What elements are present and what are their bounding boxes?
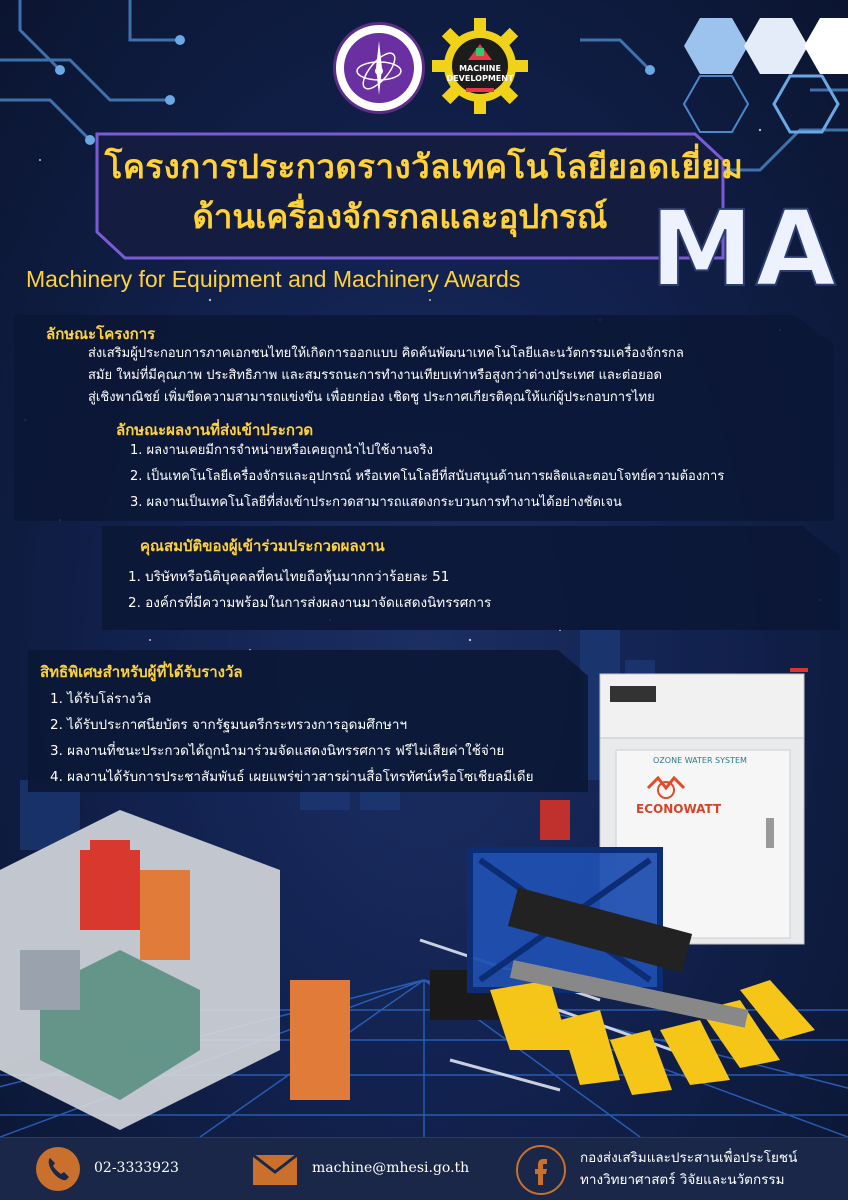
list-item: 4. ผลงานได้รับการประชาสัมพันธ์ เผยแพร่ข่าวสารผ่านสื่อโทรทัศน์หรือโซเชียลมีเดีย: [50, 769, 534, 785]
privileges-heading: สิทธิพิเศษสำหรับผู้ที่ได้รับรางวัล: [40, 663, 243, 681]
gear-logo-text: [440, 64, 520, 84]
facebook-icon[interactable]: [516, 1145, 566, 1195]
overview-line: ส่งเสริมผู้ประกอบการภาคเอกชนไทยให้เกิดการออกแบบ คิดค้นพัฒนาเทคโนโลยีและนวัตกรรมเครื่องจักรกล: [88, 346, 684, 361]
entries-heading: ลักษณะผลงานที่ส่งเข้าประกวด: [116, 421, 314, 439]
footer: [0, 1137, 848, 1200]
gear-logo-line2: DEVELOPMENT: [446, 74, 514, 83]
list-item: 1. ได้รับโล่รางวัล: [50, 691, 152, 707]
ozone-panel-label: OZONE WATER SYSTEM: [653, 756, 747, 765]
privileges-list: [50, 686, 580, 790]
overview-line: สู่เชิงพาณิชย์ เพิ่มขีดความสามารถแข่งขัน เพื่อยกย่อง เชิดชู ประกาศเกียรติคุณให้แก่ผู้ประกอบการไทย: [88, 390, 655, 405]
list-item: 2. เป็นเทคโนโลยีเครื่องจักรและอุปกรณ์ หรือเทคโนโลยีที่สนับสนุนด้านการผลิตและตอบโจทย์ความต้องการ: [130, 469, 725, 484]
footer-org-line1: กองส่งเสริมและประสานเพื่อประโยชน์: [580, 1150, 798, 1166]
title-line-1: โครงการประกวดรางวัลเทคโนโลยียอดเยี่ยม: [104, 147, 744, 186]
list-item: 3. ผลงานเป็นเทคโนโลยีที่ส่งเข้าประกวดสามารถแสดงกระบวนการทำงานได้อย่างชัดเจน: [130, 495, 622, 510]
list-item: 2. ได้รับประกาศนียบัตร จากรัฐมนตรีกระทรวงการอุดมศึกษาฯ: [50, 717, 408, 733]
ma-badge: MA: [650, 188, 838, 310]
qualifications-list: [128, 564, 688, 616]
overview-heading: ลักษณะโครงการ: [46, 325, 156, 343]
footer-org-line2: ทางวิทยาศาสตร์ วิจัยและนวัตกรรม: [580, 1172, 785, 1188]
qualifications-heading: คุณสมบัติของผู้เข้าร่วมประกวดผลงาน: [140, 537, 385, 555]
gear-logo-line1: MACHINE: [459, 64, 501, 73]
english-subtitle: Machinery for Equipment and Machinery Awards: [26, 266, 521, 292]
footer-organization: [580, 1147, 797, 1191]
ministry-logo: [333, 22, 425, 114]
entries-list: [130, 438, 820, 516]
list-item: 1. ผลงานเคยมีการจำหน่ายหรือเคยถูกนำไปใช้งานจริง: [130, 443, 433, 458]
list-item: 3. ผลงานที่ชนะประกวดได้ถูกนำมาร่วมจัดแสดงนิทรรศการ ฟรีไม่เสียค่าใช้จ่าย: [50, 743, 505, 759]
email-icon: [252, 1154, 298, 1186]
econowatt-brand: ECONOWATT: [636, 802, 722, 816]
title-line-2: ด้านเครื่องจักรกลและอุปกรณ์: [192, 197, 608, 236]
automation-line-image: [0, 810, 400, 1140]
list-item: 2. องค์กรที่มีความพร้อมในการส่งผลงานมาจัดแสดงนิทรรศการ: [128, 595, 492, 611]
corn-harvester-image: [410, 790, 820, 1130]
list-item: 1. บริษัทหรือนิติบุคคลที่คนไทยถือหุ้นมากกว่าร้อยละ 51: [128, 569, 450, 585]
overview-text: [88, 343, 808, 409]
footer-phone[interactable]: 02-3333923: [94, 1160, 179, 1176]
overview-line: สมัย ใหม่ที่มีคุณภาพ ประสิทธิภาพ และสมรรถนะการทำงานเทียบเท่าหรือสูงกว่าต่างประเทศ และต่อยอด: [88, 368, 662, 383]
footer-email[interactable]: machine@mhesi.go.th: [312, 1160, 470, 1176]
phone-icon: [36, 1147, 80, 1191]
